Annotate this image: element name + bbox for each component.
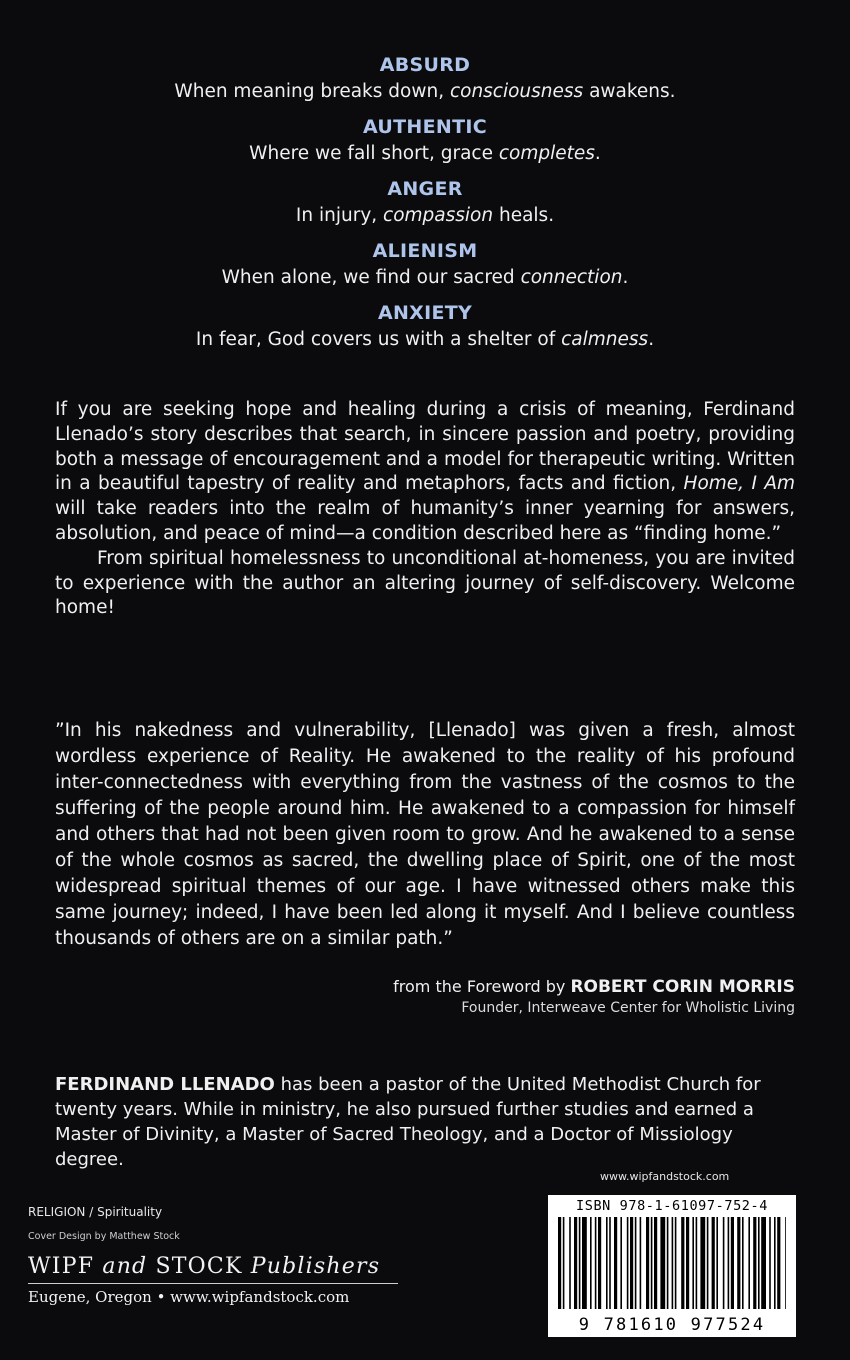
publisher-name: WIPF and STOCK Publishers xyxy=(28,1254,398,1284)
theme-alienism xyxy=(0,238,850,292)
barcode-bar xyxy=(640,1217,642,1309)
barcode-bar xyxy=(686,1217,689,1309)
barcode-bar xyxy=(672,1217,674,1309)
barcode-bar xyxy=(712,1217,715,1309)
theme-authentic xyxy=(0,114,850,168)
barcode-bar xyxy=(737,1217,740,1309)
barcode-bar xyxy=(716,1217,718,1309)
barcode-bar xyxy=(742,1217,744,1309)
barcode-bar xyxy=(558,1217,561,1309)
barcode-bar xyxy=(595,1217,597,1309)
theme-line: In fear, God covers us with a shelter of calmness. xyxy=(195,329,655,350)
theme-word: ABSURD xyxy=(379,54,471,76)
book-description xyxy=(55,398,795,621)
theme-anger xyxy=(0,176,850,230)
barcode-bar xyxy=(569,1217,571,1309)
publisher-block xyxy=(28,1254,398,1306)
barcode-bar xyxy=(700,1217,705,1309)
barcode-bar xyxy=(630,1217,633,1309)
barcode-bar xyxy=(707,1217,709,1309)
description-paragraph: If you are seeking hope and healing during a crisis of meaning, Ferdinand Llenado’s story describes that search, in sincere passion and poetry, providing both a message of encouragement and a model for therapeutic writing. Written in a beautiful tapestry of reality and metaphors, facts and fiction, Home, I Am will take readers into the realm of humanity’s inner yearning for answers, absolution, and peace of mind—a condition described here as “finding home.” xyxy=(55,399,795,544)
barcode-bar xyxy=(606,1217,608,1309)
barcode-bar xyxy=(582,1217,587,1309)
barcode-bar xyxy=(681,1217,684,1309)
isbn-barcode xyxy=(548,1195,796,1337)
barcode-bar xyxy=(728,1217,730,1309)
barcode-bar xyxy=(753,1217,756,1309)
barcode-bar xyxy=(620,1217,622,1309)
barcode-bar xyxy=(675,1217,677,1309)
barcode-bar xyxy=(758,1217,760,1309)
cover-design-credit: Cover Design by Matthew Stock xyxy=(28,1231,180,1242)
themes-section xyxy=(0,52,850,362)
barcode-bar xyxy=(646,1217,649,1309)
author-name: FERDINAND LLENADO xyxy=(55,1074,275,1095)
barcode-bar xyxy=(635,1217,637,1309)
website-url: www.wipfandstock.com xyxy=(600,1170,730,1183)
barcode-bar xyxy=(590,1217,592,1309)
theme-word: ALIENISM xyxy=(372,240,478,262)
author-bio xyxy=(55,1072,795,1172)
quote-attribution xyxy=(393,976,795,1018)
attribution-role: Founder, Interweave Center for Wholistic Living xyxy=(461,1000,795,1016)
book-title: Home, I Am xyxy=(683,473,795,495)
barcode-bar xyxy=(574,1217,577,1309)
description-paragraph: From spiritual homelessness to unconditional at-homeness, you are invited to experience with the author an altering journey of self-discovery. Welcome home! xyxy=(55,547,795,619)
barcode-bar xyxy=(651,1217,653,1309)
isbn-label: ISBN 978-1-61097-752-4 xyxy=(575,1198,768,1214)
barcode-bar xyxy=(731,1217,734,1309)
theme-line: Where we fall short, grace completes. xyxy=(249,143,601,164)
barcode-bar xyxy=(579,1217,581,1309)
barcode-bar xyxy=(627,1217,629,1309)
theme-word: ANXIETY xyxy=(377,302,473,324)
theme-anxiety xyxy=(0,300,850,354)
theme-line: In injury, compassion heals. xyxy=(295,205,555,226)
category-label: RELIGION / Spirituality xyxy=(28,1205,163,1219)
barcode-bar xyxy=(696,1217,698,1309)
attribution-line: from the Foreword by ROBERT CORIN MORRIS xyxy=(393,977,795,997)
bio-text: FERDINAND LLENADO has been a pastor of the United Methodist Church for twenty years. While in ministry, he also pursued further studies and earned a Master of Divinity, a Master of Sacred Theology, and a Doctor of Missiology degree. xyxy=(55,1074,761,1170)
theme-word: ANGER xyxy=(387,178,463,200)
attribution-name: ROBERT CORIN MORRIS xyxy=(570,977,795,997)
barcode-bar xyxy=(777,1217,780,1309)
barcode-bar xyxy=(660,1217,665,1309)
barcode-digits: 9 781610 977524 xyxy=(578,1315,766,1335)
publisher-location: Eugene, Oregon • www.wipfandstock.com xyxy=(28,1288,350,1306)
barcode-bar xyxy=(774,1217,776,1309)
barcode-bar xyxy=(785,1217,786,1309)
barcode-bar xyxy=(667,1217,669,1309)
theme-line: When alone, we find our sacred connection. xyxy=(221,267,629,288)
barcode-bar xyxy=(598,1217,601,1309)
barcode-bar xyxy=(654,1217,657,1309)
barcode-bar xyxy=(761,1217,766,1309)
barcode-bars xyxy=(558,1217,786,1309)
barcode-bar xyxy=(609,1217,611,1309)
barcode-bar xyxy=(692,1217,694,1309)
theme-word: AUTHENTIC xyxy=(363,116,487,138)
barcode-bar xyxy=(769,1217,771,1309)
barcode-bar xyxy=(563,1217,565,1309)
barcode-bar xyxy=(748,1217,750,1309)
foreword-quote xyxy=(55,718,795,952)
barcode-bar xyxy=(723,1217,725,1309)
theme-absurd xyxy=(0,52,850,106)
quote-text: ”In his nakedness and vulnerability, [Llenado] was given a fresh, almost wordless experience of Reality. He awakened to the reality of his profound inter-connectedness with everything from the vastness of the cosmos to the suffering of the people around him. He awakened to a compassion for himself and others that had not been given room to grow. And he awakened to a sense of the whole cosmos as sacred, the dwelling place of Spirit, one of the most widespread spiritual themes of our age. I have witnessed others make this same journey; indeed, I have been led along it myself. And I believe countless thousands of others are on a similar path.” xyxy=(55,720,795,949)
theme-line: When meaning breaks down, consciousness awakens. xyxy=(174,81,676,102)
barcode-bar xyxy=(614,1217,617,1309)
